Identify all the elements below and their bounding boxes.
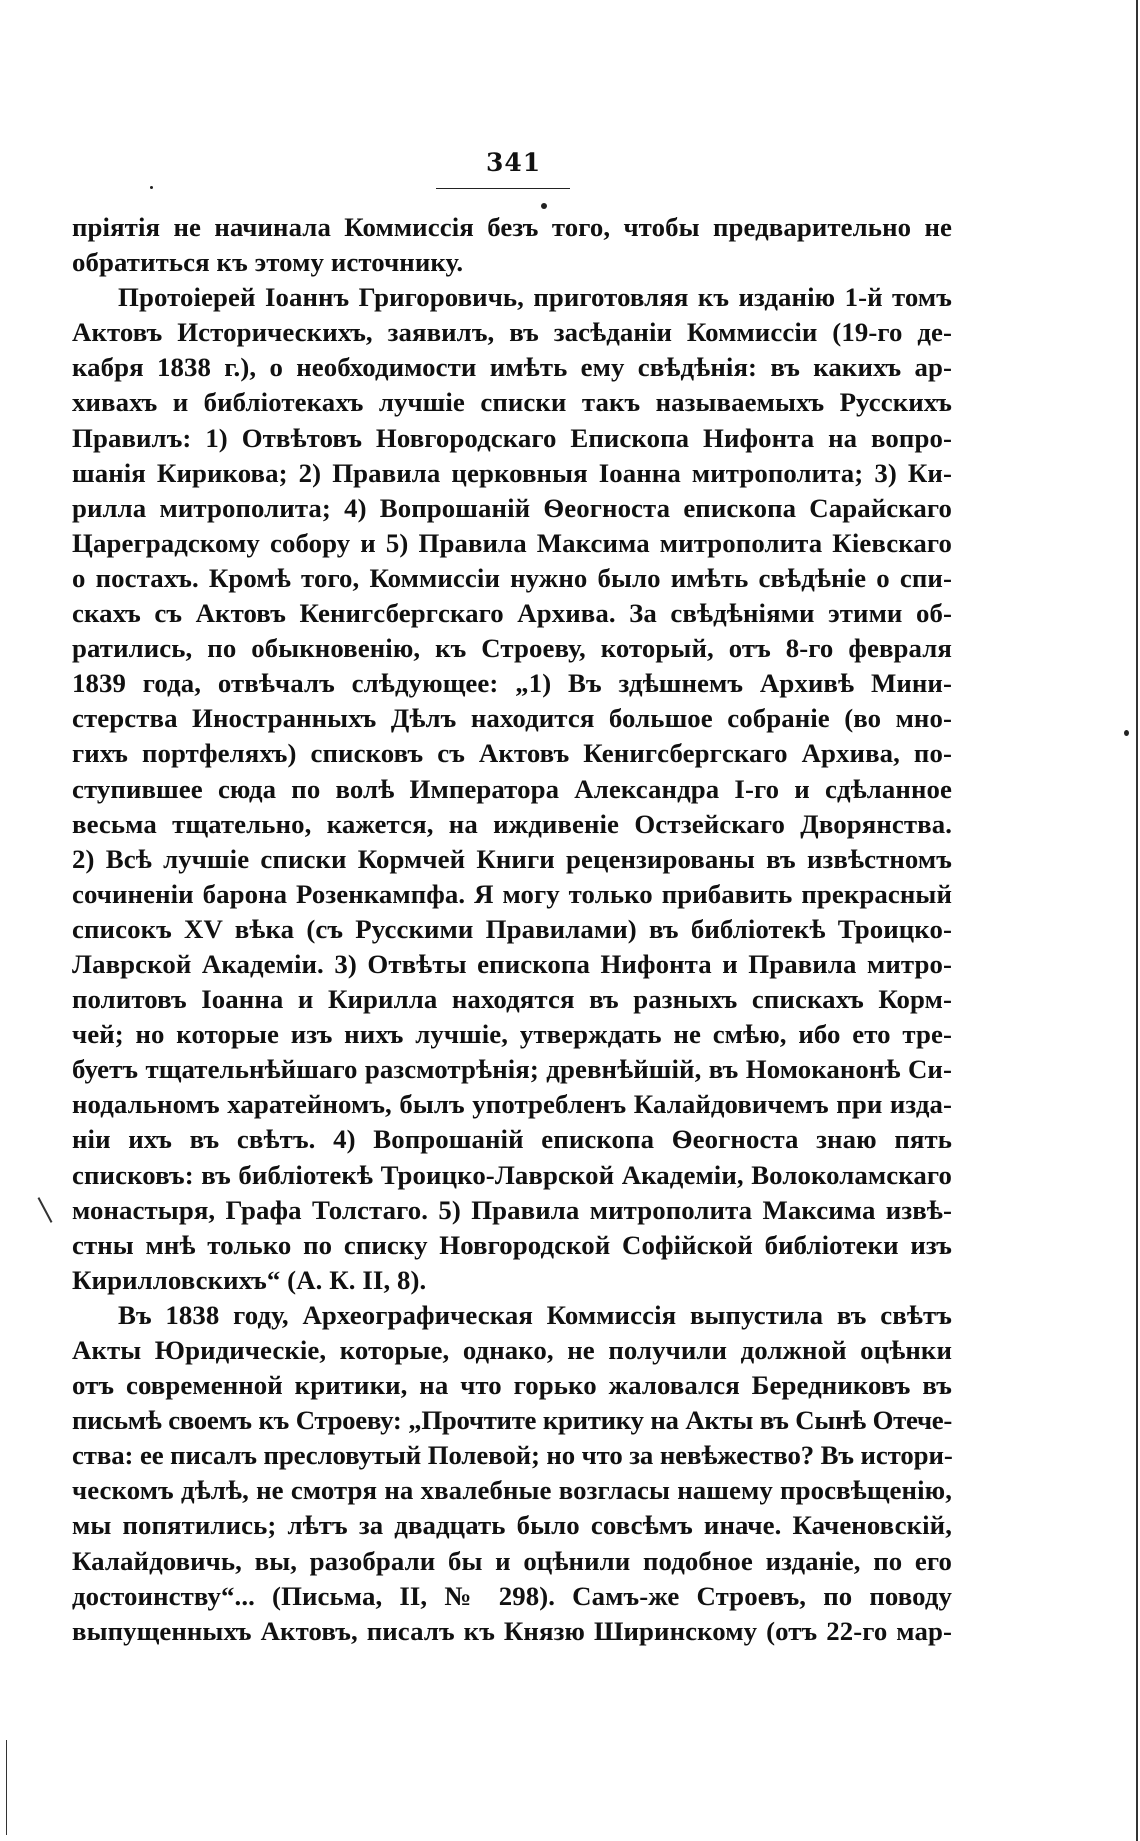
text-line: хивахъ и библiотекахъ лучшiе списки такъ называемыхъ Русскихъ	[72, 387, 952, 418]
page-number: 341	[486, 148, 542, 177]
text-line: сочиненiи барона Розенкампфа. Я могу только прибавить прекрасный	[72, 878, 952, 909]
text-line: Актовъ Историческихъ, заявилъ, въ засѣданiи Коммиссiи (19-го де-	[72, 317, 952, 348]
text-line: достоинству“... (Письма, II, № 298). Самъ-же Строевъ, по поводу	[72, 1580, 952, 1611]
text-line: о постахъ. Кромѣ того, Коммиссiи нужно было имѣть свѣдѣнiе о спи-	[72, 562, 952, 593]
text-line: нiи ихъ въ свѣтъ. 4) Вопрошанiй епископа Ѳеогноста знаю пять	[72, 1124, 952, 1155]
text-line: мы попятились; лѣтъ за двадцать было совсѣмъ иначе. Каченовскiй,	[72, 1510, 952, 1541]
text-line: Протоiерей Iоаннъ Григоровичь, приготовляя къ изданiю 1-й томъ	[118, 282, 952, 313]
text-line: монастыря, Графа Толстаго. 5) Правила митрополита Максима извѣ-	[72, 1194, 952, 1225]
ink-speck	[150, 186, 153, 189]
text-line: стны мнѣ только по списку Новгородской Софiйской библiотеки изъ	[72, 1229, 952, 1260]
text-line: Въ 1838 году, Археографическая Коммиссiя выпустила въ свѣтъ	[118, 1299, 952, 1330]
text-line: кабря 1838 г.), о необходимости имѣть ему свѣдѣнiя: въ какихъ ар-	[72, 352, 952, 383]
text-line: Кирилловскихъ“ (А. К. II, 8).	[72, 1264, 427, 1295]
text-line: весьма тщательно, кажется, на иждивенiе Остзейскаго Дворянства.	[72, 808, 952, 839]
page-edge-line	[6, 1740, 7, 1835]
text-line: списковъ: въ библiотекѣ Троицко-Лаврской Академiи, Волоколамскаго	[72, 1159, 952, 1190]
page-number-rule	[436, 188, 570, 189]
body-text	[72, 210, 952, 1649]
text-line: списокъ XV вѣка (съ Русскими Правилами) въ библiотекѣ Троицко-	[72, 913, 952, 944]
text-line: рилла митрополита; 4) Вопрошанiй Ѳеогноста епископа Сарайскаго	[72, 492, 952, 523]
text-line: Акты Юридическiе, которые, однако, не получили должной оцѣнки	[72, 1335, 952, 1365]
margin-mark	[38, 1197, 53, 1223]
text-line: нодальномъ харатейномъ, былъ употребленъ Калайдовичемъ при изда-	[72, 1089, 952, 1120]
text-line: гихъ портфеляхъ) списковъ съ Актовъ Кенигсбергскаго Архива, по-	[72, 738, 952, 769]
text-line: Калайдовичь, вы, разобрали бы и оцѣнили подобное изданiе, по его	[72, 1545, 952, 1576]
text-line: чей; но которые изъ нихъ лучшiе, утверждать не смѣю, ибо ето тре-	[72, 1019, 952, 1050]
text-line: ратились, по обыкновенiю, къ Строеву, который, отъ 8-го февраля	[72, 633, 952, 664]
text-line: прiятiя не начинала Коммиссiя безъ того, чтобы предварительно не	[72, 212, 952, 242]
text-line: ства: ее писалъ пресловутый Полевой; но что за невѣжество? Въ истори-	[72, 1440, 953, 1471]
text-line: обратиться къ этому источнику.	[72, 247, 464, 278]
text-line: ческомъ дѣлѣ, не смотря на хвалебные возгласы нашему просвѣщенiю,	[72, 1475, 952, 1506]
text-line: Правилъ: 1) Отвѣтовъ Новгородскаго Епископа Нифонта на вопро-	[72, 422, 952, 453]
text-line: скахъ съ Актовъ Кенигсбергскаго Архива. За свѣдѣнiями этими об-	[72, 598, 952, 629]
text-line: буетъ тщательнѣйшаго разсмотрѣнiя; древнѣйшiй, въ Номоканонѣ Си-	[72, 1054, 952, 1085]
text-line: письмѣ своемъ къ Строеву: „Прочтите критику на Акты въ Сынѣ Отече-	[72, 1405, 952, 1436]
text-line: отъ современной критики, на что горько жаловался Бередниковъ въ	[72, 1370, 952, 1401]
text-line: 2) Всѣ лучшiе списки Кормчей Книги рецензированы въ извѣстномъ	[72, 843, 952, 874]
text-line: шанiя Кирикова; 2) Правила церковныя Iоанна митрополита; 3) Ки-	[72, 457, 952, 488]
page-edge-line	[1136, 0, 1138, 1841]
text-line: ступившее сюда по волѣ Императора Александра I-го и сдѣланное	[72, 773, 952, 804]
text-line: политовъ Iоанна и Кирилла находятся въ разныхъ спискахъ Корм-	[72, 984, 952, 1015]
text-line: Лаврской Академiи. 3) Отвѣты епископа Нифонта и Правила митро-	[72, 948, 952, 979]
text-line: Цареградскому собору и 5) Правила Максима митрополита Кiевскаго	[72, 527, 952, 558]
ink-speck	[541, 203, 547, 209]
text-line: выпущенныхъ Актовъ, писалъ къ Князю Ширинскому (отъ 22-го мар-	[72, 1615, 952, 1646]
text-line: стерства Иностранныхъ Дѣлъ находится большое собранiе (во мно-	[72, 703, 952, 734]
ink-speck	[1124, 730, 1129, 736]
text-line: 1839 года, отвѣчалъ слѣдующее: „1) Въ здѣшнемъ Архивѣ Мини-	[72, 668, 952, 699]
